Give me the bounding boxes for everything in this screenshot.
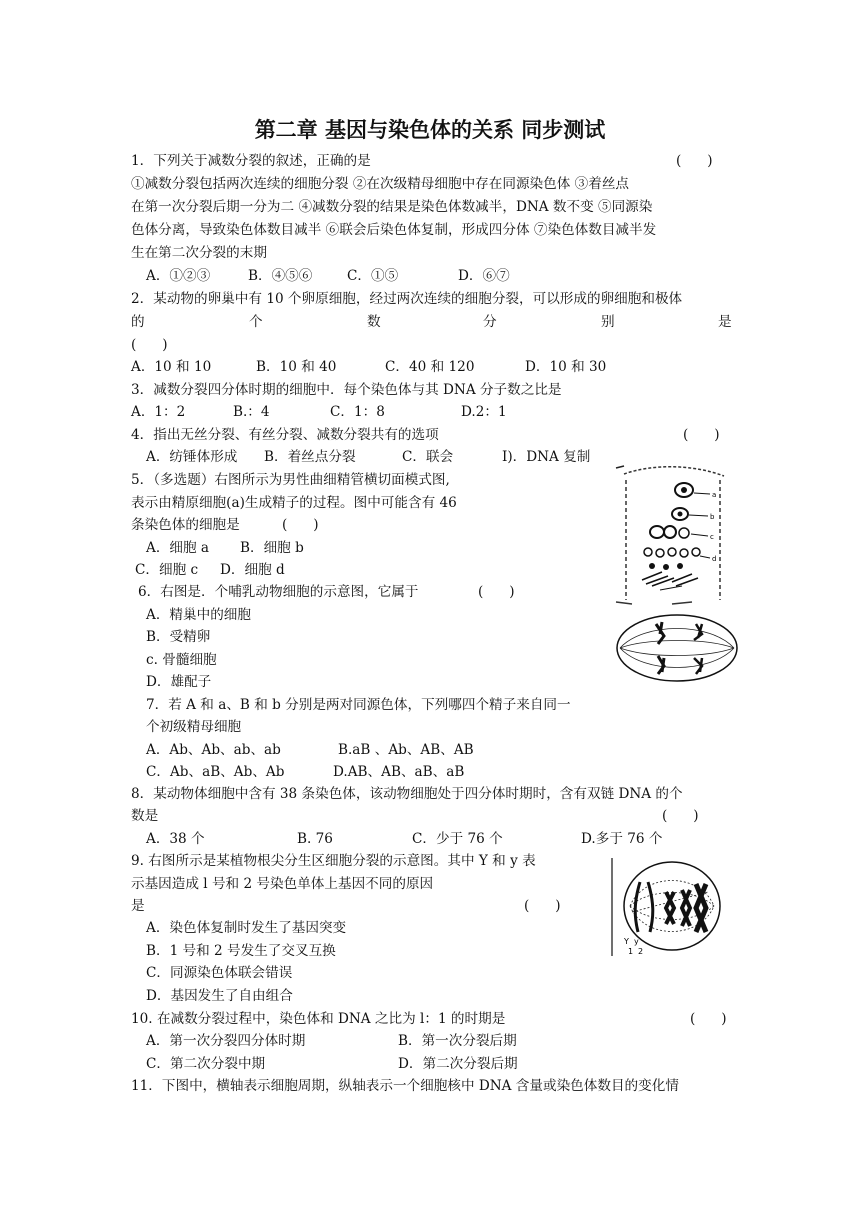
q3-option-b: B.：4 bbox=[233, 404, 270, 420]
q4-stem: 4．指出无丝分裂、有丝分裂、减数分裂共有的选项 bbox=[131, 427, 439, 443]
q8-line-1: 8．某动物体细胞中含有 38 条染色体，该动物细胞处于四分体时期时，含有双链 DNA 的个 bbox=[131, 786, 683, 802]
q10-option-d: D．第二次分裂后期 bbox=[398, 1056, 518, 1072]
q1-option-d: D．⑥⑦ bbox=[458, 268, 510, 284]
fig9-label-1: 1 bbox=[628, 947, 634, 956]
q8-answer-paren: ( ) bbox=[662, 808, 699, 824]
q8-line-2: 数是 bbox=[131, 808, 159, 824]
seminiferous-tubule-figure bbox=[612, 460, 730, 608]
q1-stem: 1．下列关于减数分裂的叙述，正确的是 bbox=[131, 153, 371, 169]
q4-option-d: I)．DNA 复制 bbox=[502, 449, 591, 465]
q8-option-c: C．少于 76 个 bbox=[412, 831, 503, 847]
fig5-label-a: a bbox=[712, 491, 717, 499]
q10-stem: 10. 在减数分裂过程中，染色体和 DNA 之比为 l：1 的时期是 bbox=[131, 1011, 506, 1027]
dividing-cell-figure bbox=[614, 610, 740, 686]
q2-stem: 2．某动物的卵巢中有 10 个卵原细胞，经过两次连续的细胞分裂，可以形成的卵细胞和极体 bbox=[131, 291, 683, 307]
q2-spread-5: 别 bbox=[601, 314, 615, 330]
q10-answer-paren: ( ) bbox=[690, 1011, 727, 1027]
fig9-label-Y: Y bbox=[624, 937, 629, 946]
q9-line-2: 示基因造成 l 号和 2 号染色单体上基因不同的原因 bbox=[131, 876, 434, 892]
q6-option-d: D．雄配子 bbox=[146, 674, 212, 690]
q5-option-d: D．细胞 d bbox=[220, 562, 285, 578]
q3-stem: 3．减数分裂四分体时期的细胞中．每个染色体与其 DNA 分子数之比是 bbox=[131, 382, 562, 398]
q4-option-c: C．联会 bbox=[402, 449, 454, 465]
q9-line-3: 是 bbox=[131, 898, 145, 914]
q2-spread-1: 的 bbox=[131, 314, 145, 330]
q10-option-b: B．第一次分裂后期 bbox=[398, 1033, 517, 1049]
q1-answer-paren: ( ) bbox=[676, 153, 713, 169]
q5-option-c: C．细胞 c bbox=[135, 562, 199, 578]
q9-option-c: C．同源染色体联会错误 bbox=[146, 965, 293, 981]
q3-option-c: C．1：8 bbox=[330, 404, 385, 420]
q7-line-2: 个初级精母细胞 bbox=[146, 719, 242, 735]
q9-option-b: B．1 号和 2 号发生了交叉互换 bbox=[146, 943, 336, 959]
page-title: 第二章 基因与染色体的关系 同步测试 bbox=[254, 118, 606, 142]
q4-option-a: A．纺锤体形成 bbox=[146, 449, 238, 465]
q1-option-a: A．①②③ bbox=[146, 268, 211, 284]
q5-answer-paren: ( ) bbox=[282, 517, 319, 533]
fig5-label-d: d bbox=[712, 555, 717, 563]
fig9-label-y: y bbox=[634, 937, 639, 946]
q8-option-a: A．38 个 bbox=[146, 831, 205, 847]
q9-option-d: D．基因发生了自由组合 bbox=[146, 988, 293, 1004]
q2-spread-4: 分 bbox=[483, 314, 497, 330]
q2-option-c: C．40 和 120 bbox=[385, 359, 475, 375]
q7-option-c: C．Ab、aB、Ab、Ab bbox=[146, 764, 285, 780]
root-tip-cell-figure bbox=[610, 852, 734, 960]
q4-answer-paren: ( ) bbox=[683, 427, 720, 443]
q7-line-1: 7．若 A 和 a、B 和 b 分别是两对同源色体，下列哪四个精子来自同一 bbox=[146, 697, 571, 713]
q2-option-d: D．10 和 30 bbox=[525, 359, 607, 375]
fig5-label-c: c bbox=[710, 533, 714, 541]
q5-option-a: A．细胞 a bbox=[146, 540, 210, 556]
q3-option-d: D.2：1 bbox=[461, 404, 507, 420]
q1-line-1: ①减数分裂包括两次连续的细胞分裂 ②在次级精母细胞中存在同源染色体 ③着丝点 bbox=[131, 176, 630, 192]
q2-spread-6: 是 bbox=[718, 314, 732, 330]
q2-spread-2: 个 bbox=[249, 314, 263, 330]
q1-line-3: 色体分离，导致染色体数目减半 ⑥联会后染色体复制，形成四分体 ⑦染色体数目减半发 bbox=[131, 222, 657, 238]
q11-line-1: 11．下图中，横轴表示细胞周期，纵轴表示一个细胞核中 DNA 含量或染色体数目的变化情 bbox=[131, 1078, 679, 1094]
q6-stem: 6．右图是．个哺乳动物细胞的示意图，它属于 bbox=[138, 584, 419, 600]
q2-answer-paren: ( ) bbox=[131, 337, 168, 353]
q2-spread-3: 数 bbox=[367, 314, 381, 330]
q6-option-b: B．受精卵 bbox=[146, 629, 211, 645]
q2-option-a: A．10 和 10 bbox=[131, 359, 212, 375]
q6-option-a: A．精巢中的细胞 bbox=[146, 607, 251, 623]
fig9-label-2: 2 bbox=[638, 947, 644, 956]
q5-line-2: 表示由精原细胞(a)生成精子的过程。图中可能含有 46 bbox=[131, 495, 457, 511]
q5-line-1: 5．（多选题）右图所示为男性曲细精管横切面模式图, bbox=[131, 472, 450, 488]
q3-option-a: A．1：2 bbox=[131, 404, 186, 420]
q7-option-d: D.AB、AB、aB、aB bbox=[333, 764, 465, 780]
fig5-label-b: b bbox=[710, 513, 715, 521]
q1-option-b: B．④⑤⑥ bbox=[248, 268, 313, 284]
q10-option-c: C．第二次分裂中期 bbox=[146, 1056, 266, 1072]
q9-option-a: A．染色体复制时发生了基因突变 bbox=[146, 920, 347, 936]
q4-option-b: B．着丝点分裂 bbox=[264, 449, 356, 465]
q10-option-a: A．第一次分裂四分体时期 bbox=[146, 1033, 306, 1049]
q6-option-c: c. 骨髓细胞 bbox=[146, 652, 217, 668]
q1-option-c: C．①⑤ bbox=[347, 268, 399, 284]
q9-answer-paren: ( ) bbox=[524, 898, 561, 914]
q6-answer-paren: ( ) bbox=[478, 584, 515, 600]
q2-option-b: B．10 和 40 bbox=[256, 359, 337, 375]
q8-option-b: B. 76 bbox=[297, 831, 333, 847]
q5-line-3: 条染色体的细胞是 bbox=[131, 517, 240, 533]
q1-line-4: 生在第二次分裂的末期 bbox=[131, 245, 267, 261]
q8-option-d: D.多于 76 个 bbox=[581, 831, 663, 847]
q7-option-a: A．Ab、Ab、ab、ab bbox=[146, 742, 281, 758]
q9-line-1: 9. 右图所示是某植物根尖分生区细胞分裂的示意图。其中 Y 和 y 表 bbox=[131, 853, 536, 869]
q7-option-b: B.aB 、Ab、AB、AB bbox=[338, 742, 474, 758]
q1-line-2: 在第一次分裂后期一分为二 ④减数分裂的结果是染色体数减半，DNA 数不变 ⑤同源染 bbox=[131, 199, 653, 215]
q5-option-b: B．细胞 b bbox=[240, 540, 304, 556]
